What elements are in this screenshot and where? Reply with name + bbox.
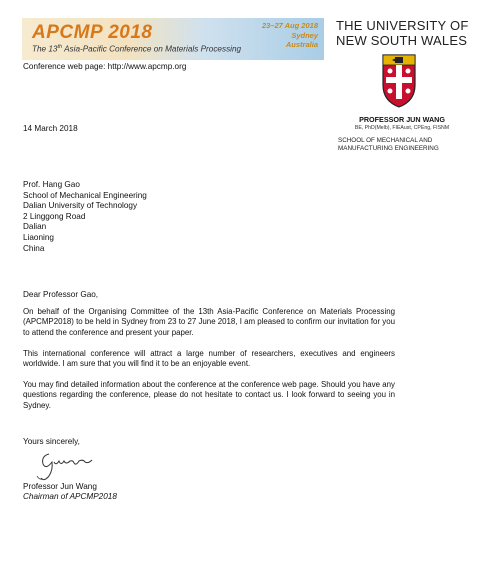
professor-name-header: PROFESSOR JUN WANG — [359, 115, 445, 124]
recipient-line: Dalian — [23, 222, 47, 232]
conference-dates: 23–27 Aug 2018 — [261, 21, 318, 30]
handwritten-signature-icon — [35, 446, 101, 482]
conference-subtitle: The 13th Asia-Pacific Conference on Materials Processing — [32, 44, 242, 54]
school-name-line2: MANUFACTURING ENGINEERING — [338, 145, 439, 152]
university-name — [336, 18, 468, 48]
unsw-crest-icon — [380, 53, 418, 109]
salutation: Dear Professor Gao, — [23, 290, 99, 299]
recipient-address — [23, 180, 147, 254]
conference-banner — [22, 18, 324, 60]
signer-title: Chairman of APCMP2018 — [23, 492, 117, 501]
professor-credentials: BE, PhD(Melb), FIEAust, CPEng, FISNM — [354, 125, 450, 131]
school-name-line1: SCHOOL OF MECHANICAL AND — [338, 137, 433, 144]
school-name — [338, 137, 439, 153]
recipient-line: 2 Linggong Road — [23, 211, 86, 221]
letter-date: 14 March 2018 — [23, 124, 78, 133]
conference-country: Australia — [285, 40, 318, 49]
university-name-line2: NEW SOUTH WALES — [336, 33, 468, 48]
conference-date-location — [262, 21, 318, 50]
recipient-line: Prof. Hang Gao — [23, 180, 80, 189]
body-paragraph: On behalf of the Organising Committee of the 13th Asia-Pacific Conference on Materials Processing (APCMP2018) to be held in Sydney from 23 to 27 June 2018, I am pleased to confirm our invitation for you to attend the conference and present your paper. — [23, 307, 395, 337]
conference-city: Sydney — [291, 30, 318, 40]
closing: Yours sincerely, — [23, 437, 80, 446]
recipient-line: China — [23, 243, 45, 253]
recipient-line: Dalian University of Technology — [23, 201, 138, 211]
conference-webpage-line: Conference web page: http://www.apcmp.org — [23, 62, 187, 71]
body-paragraph: This international conference will attract a large number of researchers, executives and engineers worldwide. I am sure that you will find it to be an enjoyable event. — [23, 349, 395, 369]
recipient-line: Liaoning — [23, 232, 54, 242]
body-paragraph: You may find detailed information about the conference at the conference web page. Should you have any questions regarding the conference, please do not hesitate to contact us. I look forward to seeing you in Sydney. — [23, 380, 395, 410]
conference-title: APCMP 2018 — [32, 22, 153, 43]
university-name-line1: THE UNIVERSITY OF — [336, 18, 469, 33]
recipient-line: School of Mechanical Engineering — [23, 190, 147, 200]
signer-name: Professor Jun Wang — [23, 482, 97, 491]
